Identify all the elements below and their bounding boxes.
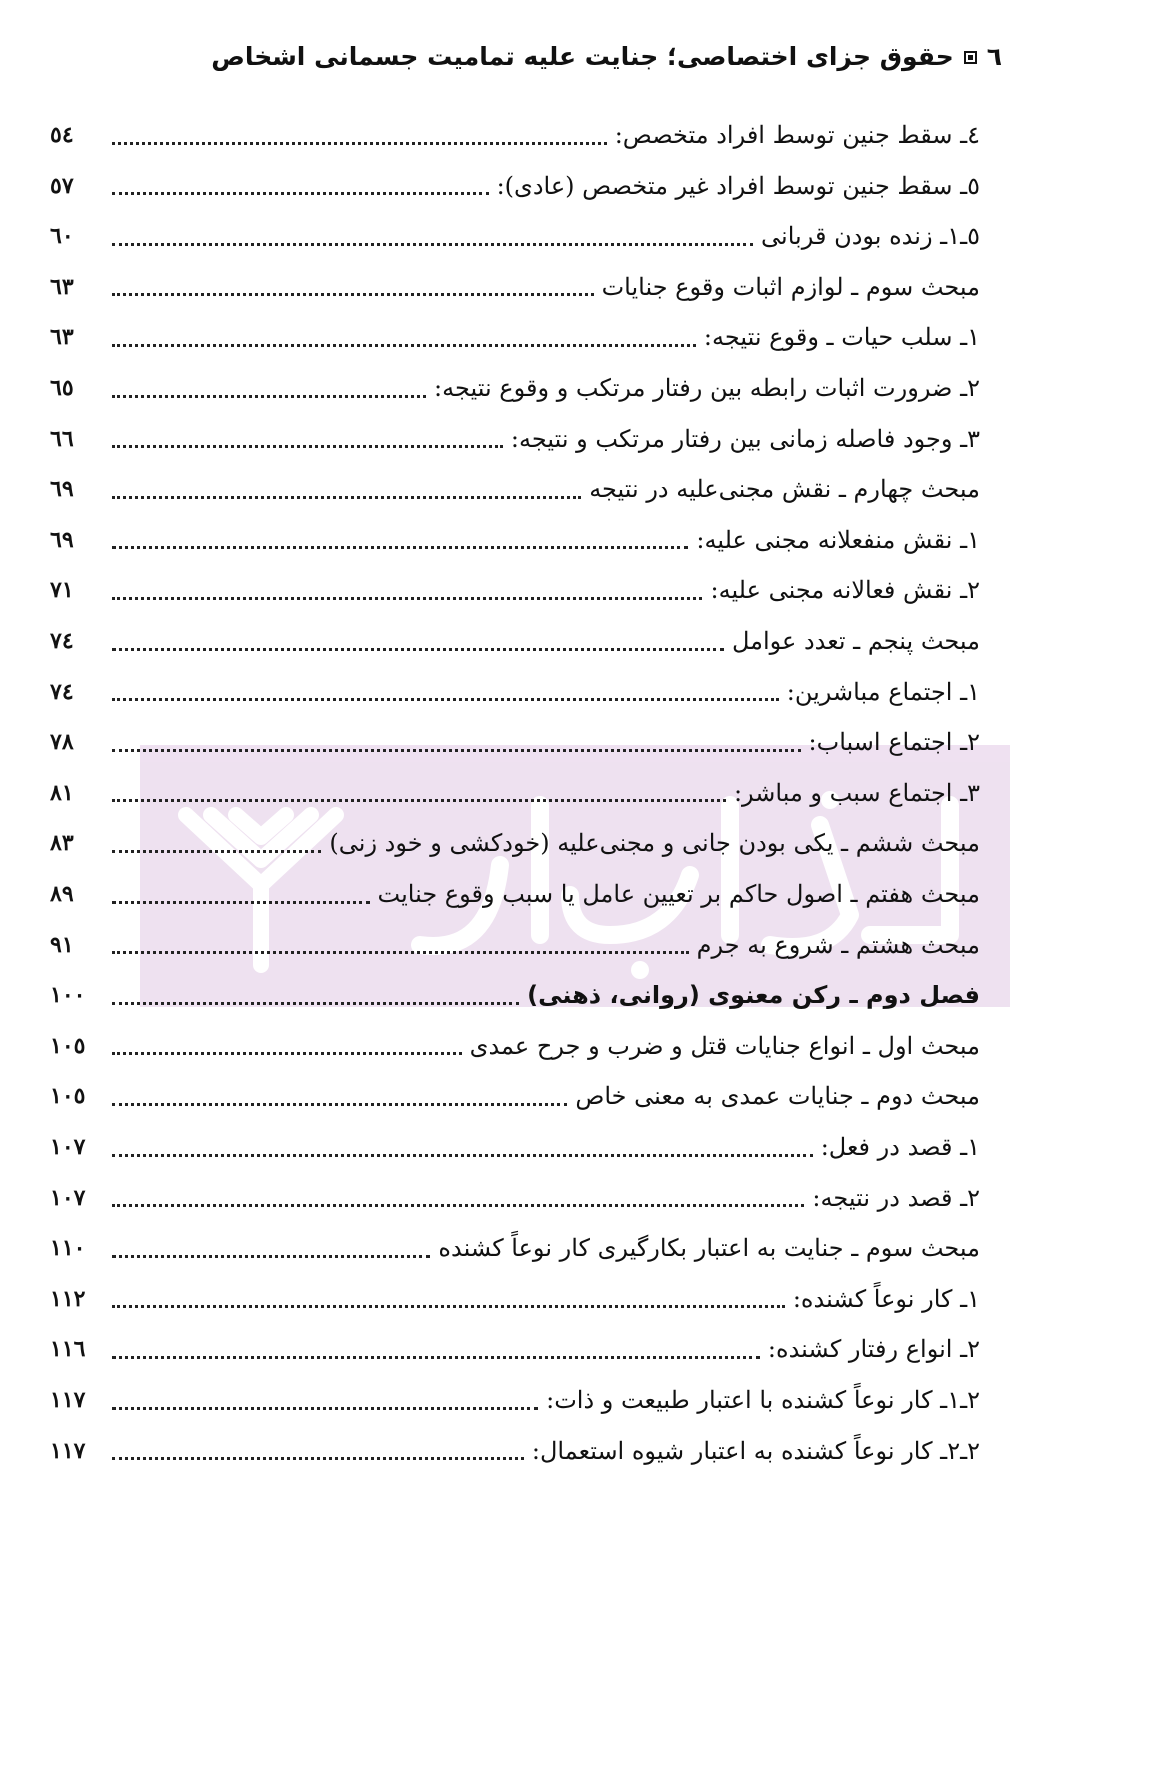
toc-entry — [50, 773, 1000, 813]
dot-leader — [112, 293, 594, 296]
toc-entry-page: ١٠٥ — [50, 1032, 86, 1059]
dot-leader — [112, 142, 607, 145]
page-header — [142, 38, 1002, 76]
toc-entry — [50, 115, 1000, 155]
toc-entry-title: ٢ـ٢ـ کار نوعاً کشنده به اعتبار شیوه استعمال: — [531, 1436, 980, 1465]
dot-leader — [112, 901, 370, 904]
toc-entry — [50, 1026, 980, 1066]
toc-entry — [50, 520, 1000, 560]
toc-entry-title: ٢ـ اجتماع اسباب: — [808, 728, 980, 757]
dot-leader — [112, 648, 724, 651]
toc-entry-page: ٥٧ — [50, 172, 74, 199]
dot-leader — [112, 597, 702, 600]
toc-entry — [50, 166, 1000, 206]
toc-entry — [50, 1076, 980, 1116]
dot-leader — [112, 799, 726, 802]
toc-entry-title: ٥ـ سقط جنین توسط افراد غیر متخصص (عادی): — [496, 171, 980, 200]
toc-entry-title: مبحث سوم ـ جنایت به اعتبار بکارگیری کار نوعاً کشنده — [438, 1234, 980, 1263]
toc-entry-title: مبحث هفتم ـ اصول حاکم بر تعیین عامل یا سبب وقوع جنایت — [377, 880, 980, 908]
toc-entry — [50, 621, 980, 661]
toc-entry — [50, 1279, 1000, 1319]
toc-entry-page: ١١٠ — [50, 1235, 86, 1262]
toc-entry-title: فصل دوم ـ رکن معنوی (روانی، ذهنی) — [527, 981, 980, 1010]
dot-leader — [112, 1356, 760, 1359]
page-number: ٦ — [986, 42, 1002, 71]
dot-leader — [112, 1457, 524, 1460]
toc-entry-page: ٧٤ — [50, 628, 74, 654]
toc-entry-title: ٢ـ ضرورت اثبات رابطه بین رفتار مرتکب و وقوع نتیجه: — [434, 374, 980, 402]
dot-leader — [112, 1002, 519, 1005]
toc-entry-title: مبحث دوم ـ جنایات عمدی به معنی خاص — [575, 1082, 980, 1111]
dot-leader — [112, 192, 489, 195]
dot-leader — [112, 1255, 430, 1258]
toc-entry — [50, 1431, 1040, 1471]
toc-entry-page: ٦٠ — [50, 223, 74, 250]
toc-entry-title: ٤ـ سقط جنین توسط افراد متخصص: — [614, 121, 980, 149]
toc-entry-title: مبحث اول ـ انواع جنایات قتل و ضرب و جرح عمدی — [469, 1031, 980, 1060]
dot-leader — [112, 1052, 462, 1055]
toc-entry-title: ٢ـ قصد در نتیجه: — [812, 1183, 980, 1212]
toc-entry-title: ١ـ نقش منفعلانه مجنی علیه: — [696, 525, 980, 554]
dot-leader — [112, 344, 696, 347]
toc-entry-title: ٢ـ١ـ کار نوعاً کشنده با اعتبار طبیعت و ذات: — [546, 1386, 980, 1414]
toc-entry — [50, 1329, 1000, 1369]
toc-entry-title: ١ـ قصد در فعل: — [820, 1133, 980, 1161]
dot-leader — [112, 698, 779, 701]
dot-leader — [112, 1305, 785, 1308]
toc-entry — [50, 975, 980, 1015]
toc-entry-page: ٧١ — [50, 577, 74, 604]
toc-entry — [50, 419, 1000, 459]
toc-entry-page: ٧٨ — [50, 729, 74, 756]
toc-entry-title: ٥ـ١ـ زنده بودن قربانی — [761, 222, 980, 251]
toc-entry-page: ٦٩ — [50, 476, 74, 503]
toc-entry-title: مبحث سوم ـ لوازم اثبات وقوع جنایات — [601, 272, 980, 301]
dot-leader — [112, 445, 503, 448]
toc-entry — [50, 368, 1000, 408]
toc-entry-page: ٦٣ — [50, 324, 74, 351]
toc-entry-page: ٩١ — [50, 931, 74, 958]
toc-entry-page: ٨٩ — [50, 881, 74, 907]
toc-entry — [50, 823, 980, 863]
toc-entry — [50, 672, 1000, 712]
dot-leader — [112, 395, 426, 398]
toc-entry-page: ١١٢ — [50, 1285, 86, 1312]
toc-entry-title: ٣ـ وجود فاصله زمانی بین رفتار مرتکب و نتیجه: — [510, 424, 980, 453]
toc-entry — [50, 925, 980, 965]
toc-entry — [50, 874, 980, 914]
dot-leader — [112, 1204, 804, 1207]
toc-entry — [50, 317, 1000, 357]
toc-entry-page: ٦٦ — [50, 425, 74, 452]
toc-entry-title: مبحث ششم ـ یکی بودن جانی و مجنی‌علیه (خودکشی و خود زنی) — [329, 829, 980, 858]
dot-leader — [112, 850, 321, 853]
toc-entry-title: ١ـ کار نوعاً کشنده: — [792, 1284, 980, 1313]
toc-entry-page: ١٠٧ — [50, 1134, 86, 1160]
toc-entry-title: مبحث هشتم ـ شروع به جرم — [696, 930, 980, 959]
toc-entry-title: ٣ـ اجتماع سبب و مباشر: — [733, 778, 980, 807]
dot-leader — [112, 546, 688, 549]
toc-entry-title: مبحث چهارم ـ نقش مجنی‌علیه در نتیجه — [589, 475, 980, 504]
toc-entry-page: ١١٧ — [50, 1437, 86, 1464]
toc-entry-page: ١٠٧ — [50, 1184, 86, 1211]
toc-entry-page: ١١٧ — [50, 1387, 86, 1413]
toc-entry — [50, 1178, 1000, 1218]
square-bullet-icon — [964, 51, 977, 64]
toc-entry-title: ١ـ سلب حیات ـ وقوع نتیجه: — [703, 323, 980, 352]
toc-entry-page: ٥٤ — [50, 122, 74, 148]
toc-entry — [50, 216, 1040, 256]
dot-leader — [112, 1154, 813, 1157]
toc-entry-page: ٨٣ — [50, 830, 74, 857]
dot-leader — [112, 951, 689, 954]
toc-entry-page: ١١٦ — [50, 1336, 86, 1363]
toc-entry-title: ١ـ اجتماع مباشرین: — [786, 677, 980, 706]
toc-entry-title: ٢ـ انواع رفتار کشنده: — [767, 1335, 980, 1364]
toc-entry-page: ١٠٠ — [50, 982, 86, 1009]
dot-leader — [112, 1407, 538, 1410]
toc-entry-page: ٦٥ — [50, 375, 74, 401]
toc-entry — [50, 1228, 980, 1268]
toc-entry — [50, 1380, 1040, 1420]
toc-entry — [50, 570, 1000, 610]
toc-entry — [50, 722, 1000, 762]
dot-leader — [112, 496, 581, 499]
toc-entry — [50, 1127, 1000, 1167]
header-line — [142, 38, 1002, 76]
toc-entry-page: ٨١ — [50, 779, 74, 806]
dot-leader — [112, 243, 753, 246]
dot-leader — [112, 1103, 567, 1106]
toc-entry-page: ٦٣ — [50, 273, 74, 300]
toc-entry-page: ٧٤ — [50, 678, 74, 705]
toc-entry-page: ٦٩ — [50, 526, 74, 553]
toc-entry — [50, 469, 980, 509]
toc-entry-page: ١٠٥ — [50, 1083, 86, 1110]
toc-entry — [50, 267, 980, 307]
dot-leader — [112, 749, 801, 752]
toc-entry-title: مبحث پنجم ـ تعدد عوامل — [731, 627, 980, 655]
running-title: حقوق جزای اختصاصی؛ جنایت علیه تمامیت جسمانی اشخاص — [211, 42, 954, 71]
toc-entry-title: ٢ـ نقش فعالانه مجنی علیه: — [710, 576, 980, 605]
